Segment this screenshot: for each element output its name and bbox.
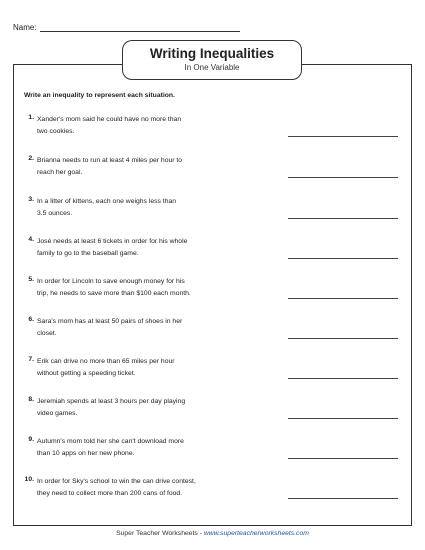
question-number: 5. [28, 276, 34, 283]
question-number: 9. [28, 436, 34, 443]
question-9 [22, 436, 412, 466]
question-number: 2. [28, 155, 34, 162]
question-6 [22, 316, 412, 346]
question-number: 1. [28, 114, 34, 121]
question-text [37, 276, 262, 300]
question-10 [22, 476, 412, 506]
question-line-1: Brianna needs to run at least 4 miles per hour to [37, 157, 183, 164]
question-line-1: Xander's mom said he could have no more than [37, 116, 182, 123]
question-line-1: Erik can drive no more than 65 miles per hour [37, 358, 175, 365]
question-1 [22, 114, 412, 144]
question-number: 8. [28, 396, 34, 403]
question-text [37, 356, 262, 380]
name-answer-line[interactable] [40, 23, 240, 32]
question-text [37, 396, 262, 420]
question-7 [22, 356, 412, 386]
answer-line[interactable] [288, 338, 398, 339]
question-text [37, 316, 262, 340]
question-text [37, 196, 262, 220]
question-text [37, 236, 262, 260]
question-3 [22, 196, 412, 226]
footer-brand: Super Teacher Worksheets - [116, 530, 204, 537]
question-line-1: In order for Lincoln to save enough money for his [37, 278, 185, 285]
question-line-1: In a litter of kittens, each one weighs less than [37, 198, 177, 205]
question-line-2: two cookies. [37, 128, 75, 135]
question-number: 3. [28, 196, 34, 203]
answer-line[interactable] [288, 136, 398, 137]
question-line-2: closet. [37, 330, 57, 337]
question-text [37, 114, 262, 138]
question-line-2: than 10 apps on her new phone. [37, 450, 135, 457]
question-line-2: video games. [37, 410, 78, 417]
question-line-1: Jeremiah spends at least 3 hours per day playing [37, 398, 186, 405]
question-text [37, 476, 262, 500]
question-line-2: family to go to the baseball game. [37, 250, 139, 257]
question-number: 7. [28, 356, 34, 363]
answer-line[interactable] [288, 418, 398, 419]
worksheet-subtitle: In One Variable [184, 63, 240, 72]
question-text [37, 155, 262, 179]
question-line-2: reach her goal. [37, 169, 83, 176]
question-line-1: Sara's mom has at least 50 pairs of shoes in her [37, 318, 183, 325]
answer-line[interactable] [288, 378, 398, 379]
name-label: Name: [13, 23, 37, 32]
answer-line[interactable] [288, 258, 398, 259]
question-number: 10. [24, 476, 34, 483]
footer-site-link[interactable]: www.superteacherworksheets.com [203, 530, 309, 537]
question-line-1: In order for Sky's school to win the can drive contest, [37, 478, 196, 485]
question-line-2: they need to collect more than 200 cans of food. [37, 490, 183, 497]
question-line-2: trip, he needs to save more than $100 each month. [37, 290, 191, 297]
question-8 [22, 396, 412, 426]
question-line-2: 3.5 ounces. [37, 210, 73, 217]
answer-line[interactable] [288, 498, 398, 499]
question-number: 6. [28, 316, 34, 323]
question-2 [22, 155, 412, 185]
question-text [37, 436, 262, 460]
worksheet-title: Writing Inequalities [149, 46, 275, 61]
question-5 [22, 276, 412, 306]
question-line-2: without getting a speeding ticket. [37, 370, 136, 377]
question-number: 4. [28, 236, 34, 243]
footer [0, 530, 425, 537]
question-line-1: Autumn's mom told her she can't download more [37, 438, 184, 445]
question-4 [22, 236, 412, 266]
name-row [13, 23, 240, 32]
question-line-1: José needs at least 6 tickets in order for his whole [37, 238, 188, 245]
answer-line[interactable] [288, 298, 398, 299]
instruction-text: Write an inequality to represent each situation. [24, 92, 175, 99]
answer-line[interactable] [288, 458, 398, 459]
answer-line[interactable] [288, 177, 398, 178]
title-box [122, 40, 302, 80]
answer-line[interactable] [288, 218, 398, 219]
